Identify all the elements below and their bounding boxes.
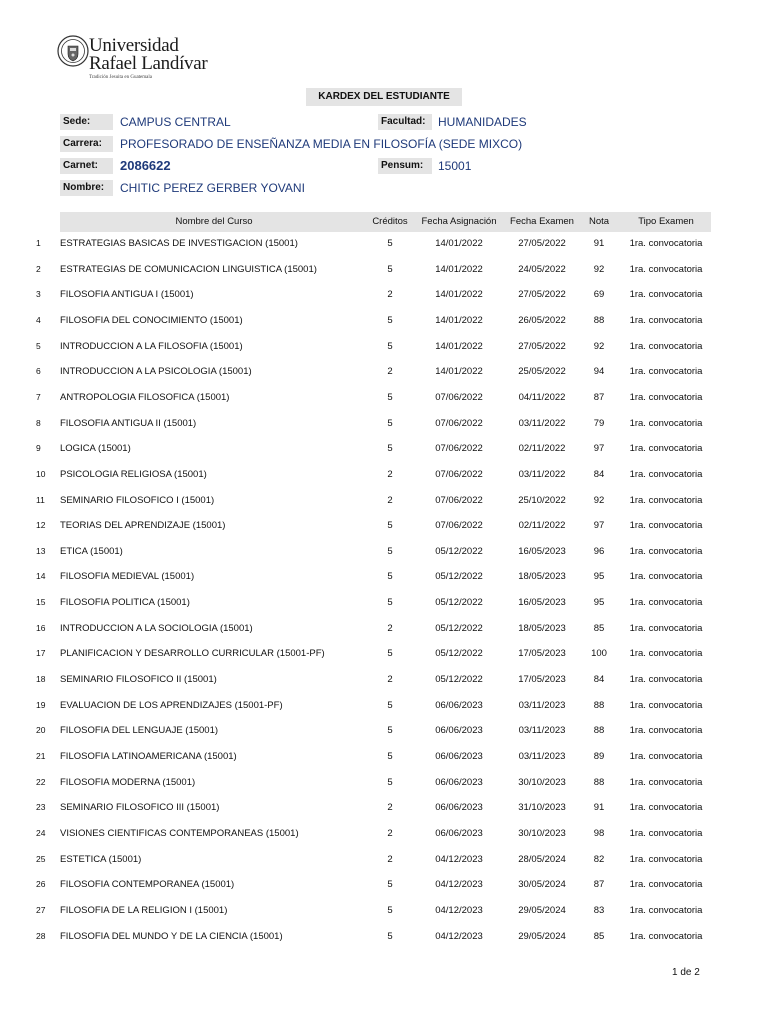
credits: 5 — [387, 648, 393, 660]
document-title: KARDEX DEL ESTUDIANTE — [306, 88, 462, 106]
grade: 94 — [593, 366, 605, 378]
exam-date: 26/05/2022 — [518, 314, 566, 326]
course-name: ESTETICA (15001) — [60, 853, 142, 865]
table-row — [0, 358, 768, 384]
carrera-value: PROFESORADO DE ENSEÑANZA MEDIA EN FILOSOFÍA (SEDE MIXCO) — [120, 137, 523, 151]
grade: 97 — [593, 520, 605, 532]
row-number: 13 — [36, 545, 46, 556]
credits: 5 — [387, 340, 393, 352]
grade: 88 — [593, 725, 605, 737]
assign-date: 06/06/2023 — [435, 751, 483, 762]
row-number: 16 — [36, 622, 46, 633]
exam-date: 27/05/2022 — [518, 289, 566, 301]
exam-type: 1ra. convocatoria — [629, 545, 703, 557]
credits: 5 — [387, 520, 393, 532]
university-logo — [57, 35, 207, 83]
university-seal-icon — [57, 35, 89, 67]
table-row — [0, 640, 768, 666]
exam-type: 1ra. convocatoria — [629, 340, 703, 352]
table-row — [0, 794, 768, 820]
assign-date: 06/06/2023 — [435, 802, 483, 814]
facultad-label: Facultad: — [378, 114, 432, 130]
exam-date: 03/11/2022 — [518, 417, 566, 429]
course-name: FILOSOFIA DE LA RELIGION I (15001) — [60, 904, 228, 916]
row-number: 12 — [36, 520, 46, 531]
row-number: 15 — [36, 597, 46, 608]
exam-date: 02/11/2022 — [518, 443, 566, 455]
logo-tagline: Tradición Jesuita en Guatemala — [89, 75, 152, 80]
assign-date: 05/12/2022 — [435, 597, 483, 609]
row-number: 6 — [36, 366, 41, 377]
exam-type: 1ra. convocatoria — [629, 802, 703, 814]
row-number: 10 — [36, 468, 46, 479]
course-name: VISIONES CIENTIFICAS CONTEMPORANEAS (15001) — [60, 827, 299, 839]
table-row — [0, 256, 768, 282]
row-number: 3 — [36, 289, 41, 300]
course-name: FILOSOFIA DEL CONOCIMIENTO (15001) — [60, 314, 243, 326]
exam-date: 16/05/2023 — [518, 597, 566, 609]
exam-date: 28/05/2024 — [518, 853, 566, 865]
course-name: PLANIFICACION Y DESARROLLO CURRICULAR (15001-PF) — [60, 648, 325, 660]
nombre-value: CHITIC PEREZ GERBER YOVANI — [120, 181, 305, 195]
table-row — [0, 410, 768, 436]
exam-date: 04/11/2022 — [518, 391, 566, 403]
table-row — [0, 563, 768, 589]
assign-date: 05/12/2022 — [435, 622, 483, 634]
grade: 85 — [593, 930, 605, 942]
exam-date: 17/05/2023 — [518, 648, 566, 660]
course-name: ESTRATEGIAS BASICAS DE INVESTIGACION (15001) — [60, 238, 298, 249]
exam-date: 27/05/2022 — [518, 340, 566, 352]
grade: 83 — [593, 904, 605, 916]
header-credits: Créditos — [372, 216, 408, 227]
credits: 5 — [387, 443, 393, 455]
table-row — [0, 666, 768, 692]
table-row — [0, 230, 768, 256]
assign-date: 14/01/2022 — [435, 340, 483, 352]
credits: 5 — [387, 545, 393, 557]
row-number: 14 — [36, 571, 46, 582]
exam-type: 1ra. convocatoria — [629, 879, 703, 891]
assign-date: 05/12/2022 — [435, 648, 483, 660]
credits: 5 — [387, 904, 393, 916]
assign-date: 07/06/2022 — [435, 520, 483, 532]
grade: 88 — [593, 314, 605, 326]
credits: 5 — [387, 751, 393, 762]
exam-date: 29/05/2024 — [518, 904, 566, 916]
exam-date: 17/05/2023 — [518, 674, 566, 686]
credits: 2 — [387, 853, 393, 865]
grade: 89 — [593, 751, 605, 762]
pensum-value: 15001 — [438, 159, 472, 173]
credits: 5 — [387, 571, 393, 583]
assign-date: 04/12/2023 — [435, 879, 483, 891]
row-number: 9 — [36, 443, 41, 454]
sede-label: Sede: — [60, 114, 113, 130]
credits: 5 — [387, 879, 393, 891]
table-row — [0, 871, 768, 897]
carnet-value: 2086622 — [120, 158, 171, 173]
exam-type: 1ra. convocatoria — [629, 314, 703, 326]
exam-type: 1ra. convocatoria — [629, 520, 703, 532]
grade: 69 — [593, 289, 605, 301]
exam-type: 1ra. convocatoria — [629, 751, 703, 762]
grade: 92 — [593, 340, 605, 352]
grade: 91 — [593, 238, 605, 249]
credits: 5 — [387, 238, 393, 249]
exam-date: 31/10/2023 — [518, 802, 566, 814]
table-row — [0, 820, 768, 846]
assign-date: 14/01/2022 — [435, 263, 483, 275]
assign-date: 07/06/2022 — [435, 468, 483, 480]
grade: 84 — [593, 674, 605, 686]
course-name: PSICOLOGIA RELIGIOSA (15001) — [60, 468, 207, 480]
course-name: ANTROPOLOGIA FILOSOFICA (15001) — [60, 391, 230, 403]
row-number: 5 — [36, 340, 41, 351]
table-row — [0, 923, 768, 949]
course-name: INTRODUCCION A LA SOCIOLOGIA (15001) — [60, 622, 253, 634]
header-grade: Nota — [588, 216, 610, 227]
credits: 5 — [387, 930, 393, 942]
header-exam-date: Fecha Examen — [510, 216, 574, 227]
table-row — [0, 281, 768, 307]
table-row — [0, 512, 768, 538]
table-row — [0, 615, 768, 641]
header-course: Nombre del Curso — [175, 216, 253, 227]
exam-type: 1ra. convocatoria — [629, 366, 703, 378]
course-name: FILOSOFIA POLITICA (15001) — [60, 597, 190, 609]
credits: 5 — [387, 314, 393, 326]
course-name: FILOSOFIA CONTEMPORANEA (15001) — [60, 879, 235, 891]
assign-date: 06/06/2023 — [435, 699, 483, 711]
course-name: TEORIAS DEL APRENDIZAJE (15001) — [60, 520, 226, 532]
grade: 95 — [593, 597, 605, 609]
course-name: SEMINARIO FILOSOFICO III (15001) — [60, 802, 220, 814]
table-row — [0, 717, 768, 743]
row-number: 20 — [36, 725, 46, 736]
assign-date: 07/06/2022 — [435, 494, 483, 506]
exam-date: 03/11/2023 — [518, 699, 566, 711]
header-exam-type: Tipo Examen — [638, 216, 694, 227]
table-row — [0, 333, 768, 359]
grade: 88 — [593, 776, 605, 788]
exam-date: 03/11/2023 — [518, 725, 566, 737]
logo-line-2: Rafael Landívar — [89, 53, 208, 74]
row-number: 22 — [36, 776, 46, 787]
grade: 97 — [593, 443, 605, 455]
exam-date: 27/05/2022 — [518, 238, 566, 249]
table-row — [0, 435, 768, 461]
exam-type: 1ra. convocatoria — [629, 238, 703, 249]
grade: 91 — [593, 802, 605, 814]
course-name: ETICA (15001) — [60, 545, 123, 557]
table-row — [0, 769, 768, 795]
pensum-label: Pensum: — [378, 158, 432, 174]
assign-date: 07/06/2022 — [435, 443, 483, 455]
row-number: 1 — [36, 238, 41, 248]
course-name: INTRODUCCION A LA PSICOLOGIA (15001) — [60, 366, 252, 378]
grade: 88 — [593, 699, 605, 711]
table-row — [0, 846, 768, 872]
course-name: INTRODUCCION A LA FILOSOFIA (15001) — [60, 340, 243, 352]
credits: 5 — [387, 597, 393, 609]
assign-date: 06/06/2023 — [435, 827, 483, 839]
exam-date: 03/11/2023 — [518, 751, 566, 762]
assign-date: 07/06/2022 — [435, 391, 483, 403]
row-number: 11 — [36, 494, 45, 505]
course-name: FILOSOFIA LATINOAMERICANA (15001) — [60, 751, 237, 762]
row-number: 19 — [36, 699, 46, 710]
assign-date: 14/01/2022 — [435, 238, 483, 249]
credits: 2 — [387, 622, 393, 634]
exam-date: 24/05/2022 — [518, 263, 566, 275]
course-name: FILOSOFIA DEL LENGUAJE (15001) — [60, 725, 219, 737]
credits: 2 — [387, 468, 393, 480]
course-name: FILOSOFIA ANTIGUA II (15001) — [60, 417, 197, 429]
exam-date: 25/10/2022 — [518, 494, 566, 506]
exam-type: 1ra. convocatoria — [629, 674, 703, 686]
grades-table-header — [60, 212, 711, 232]
assign-date: 05/12/2022 — [435, 674, 483, 686]
table-row — [0, 743, 768, 769]
nombre-label: Nombre: — [60, 180, 113, 196]
assign-date: 14/01/2022 — [435, 366, 483, 378]
row-number: 23 — [36, 802, 46, 813]
assign-date: 05/12/2022 — [435, 545, 483, 557]
grade: 98 — [593, 827, 605, 839]
table-row — [0, 461, 768, 487]
row-number: 7 — [36, 391, 41, 402]
exam-type: 1ra. convocatoria — [629, 776, 703, 788]
facultad-value: HUMANIDADES — [438, 115, 527, 129]
row-number: 28 — [36, 930, 46, 941]
exam-type: 1ra. convocatoria — [629, 289, 703, 301]
page-number: 1 de 2 — [672, 967, 700, 978]
exam-date: 29/05/2024 — [518, 930, 566, 942]
table-row — [0, 692, 768, 718]
assign-date: 06/06/2023 — [435, 776, 483, 788]
grade: 82 — [593, 853, 605, 865]
credits: 5 — [387, 263, 393, 275]
grade: 84 — [593, 468, 605, 480]
exam-type: 1ra. convocatoria — [629, 443, 703, 455]
row-number: 25 — [36, 853, 46, 864]
credits: 5 — [387, 776, 393, 788]
table-row — [0, 538, 768, 564]
row-number: 8 — [36, 417, 41, 428]
exam-type: 1ra. convocatoria — [629, 827, 703, 839]
grade: 96 — [593, 545, 605, 557]
table-row — [0, 384, 768, 410]
row-number: 2 — [36, 263, 41, 274]
assign-date: 04/12/2023 — [435, 853, 483, 865]
exam-type: 1ra. convocatoria — [629, 263, 703, 275]
assign-date: 14/01/2022 — [435, 289, 483, 301]
grade: 100 — [591, 648, 607, 660]
exam-type: 1ra. convocatoria — [629, 853, 703, 865]
exam-type: 1ra. convocatoria — [629, 597, 703, 609]
exam-date: 02/11/2022 — [518, 520, 566, 532]
exam-type: 1ra. convocatoria — [629, 648, 703, 660]
table-row — [0, 487, 768, 513]
row-number: 17 — [36, 648, 46, 659]
exam-type: 1ra. convocatoria — [629, 494, 703, 506]
exam-date: 16/05/2023 — [518, 545, 566, 557]
exam-type: 1ra. convocatoria — [629, 930, 703, 942]
grade: 87 — [593, 391, 605, 403]
sede-value: CAMPUS CENTRAL — [120, 115, 231, 129]
logo-line-1: Universidad — [89, 35, 179, 56]
course-name: FILOSOFIA DEL MUNDO Y DE LA CIENCIA (15001) — [60, 930, 283, 942]
row-number: 18 — [36, 674, 46, 685]
row-number: 27 — [36, 904, 46, 915]
grade: 79 — [593, 417, 605, 429]
course-name: SEMINARIO FILOSOFICO I (15001) — [60, 494, 215, 506]
credits: 5 — [387, 391, 393, 403]
exam-date: 30/10/2023 — [518, 776, 566, 788]
grade: 92 — [593, 263, 605, 275]
course-name: EVALUACION DE LOS APRENDIZAJES (15001-PF) — [60, 699, 283, 711]
credits: 2 — [387, 802, 393, 814]
exam-date: 18/05/2023 — [518, 622, 566, 634]
row-number: 26 — [36, 879, 46, 890]
assign-date: 04/12/2023 — [435, 904, 483, 916]
credits: 5 — [387, 725, 393, 737]
credits: 2 — [387, 366, 393, 378]
exam-type: 1ra. convocatoria — [629, 725, 703, 737]
credits: 2 — [387, 827, 393, 839]
exam-date: 03/11/2022 — [518, 468, 566, 480]
course-name: SEMINARIO FILOSOFICO II (15001) — [60, 674, 217, 686]
assign-date: 06/06/2023 — [435, 725, 483, 737]
row-number: 24 — [36, 827, 46, 838]
course-name: ESTRATEGIAS DE COMUNICACION LINGUISTICA (15001) — [60, 263, 317, 275]
grade: 92 — [593, 494, 605, 506]
credits: 2 — [387, 494, 393, 506]
exam-type: 1ra. convocatoria — [629, 699, 703, 711]
exam-type: 1ra. convocatoria — [629, 391, 703, 403]
exam-type: 1ra. convocatoria — [629, 417, 703, 429]
row-number: 21 — [36, 751, 46, 761]
grade: 87 — [593, 879, 605, 891]
grade: 85 — [593, 622, 605, 634]
assign-date: 07/06/2022 — [435, 417, 483, 429]
course-name: FILOSOFIA ANTIGUA I (15001) — [60, 289, 194, 301]
exam-date: 30/05/2024 — [518, 879, 566, 891]
exam-date: 18/05/2023 — [518, 571, 566, 583]
header-assign-date: Fecha Asignación — [421, 216, 497, 227]
table-row — [0, 897, 768, 923]
carrera-label: Carrera: — [60, 136, 113, 152]
course-name: FILOSOFIA MEDIEVAL (15001) — [60, 571, 195, 583]
assign-date: 04/12/2023 — [435, 930, 483, 942]
grade: 95 — [593, 571, 605, 583]
exam-type: 1ra. convocatoria — [629, 468, 703, 480]
credits: 2 — [387, 289, 393, 301]
credits: 5 — [387, 417, 393, 429]
course-name: LOGICA (15001) — [60, 443, 131, 455]
exam-date: 25/05/2022 — [518, 366, 566, 378]
table-row — [0, 307, 768, 333]
exam-date: 30/10/2023 — [518, 827, 566, 839]
carnet-label: Carnet: — [60, 158, 113, 174]
credits: 5 — [387, 699, 393, 711]
exam-type: 1ra. convocatoria — [629, 571, 703, 583]
exam-type: 1ra. convocatoria — [629, 622, 703, 634]
table-row — [0, 589, 768, 615]
exam-type: 1ra. convocatoria — [629, 904, 703, 916]
credits: 2 — [387, 674, 393, 686]
course-name: FILOSOFIA MODERNA (15001) — [60, 776, 196, 788]
row-number: 4 — [36, 314, 41, 325]
assign-date: 14/01/2022 — [435, 314, 483, 326]
assign-date: 05/12/2022 — [435, 571, 483, 583]
